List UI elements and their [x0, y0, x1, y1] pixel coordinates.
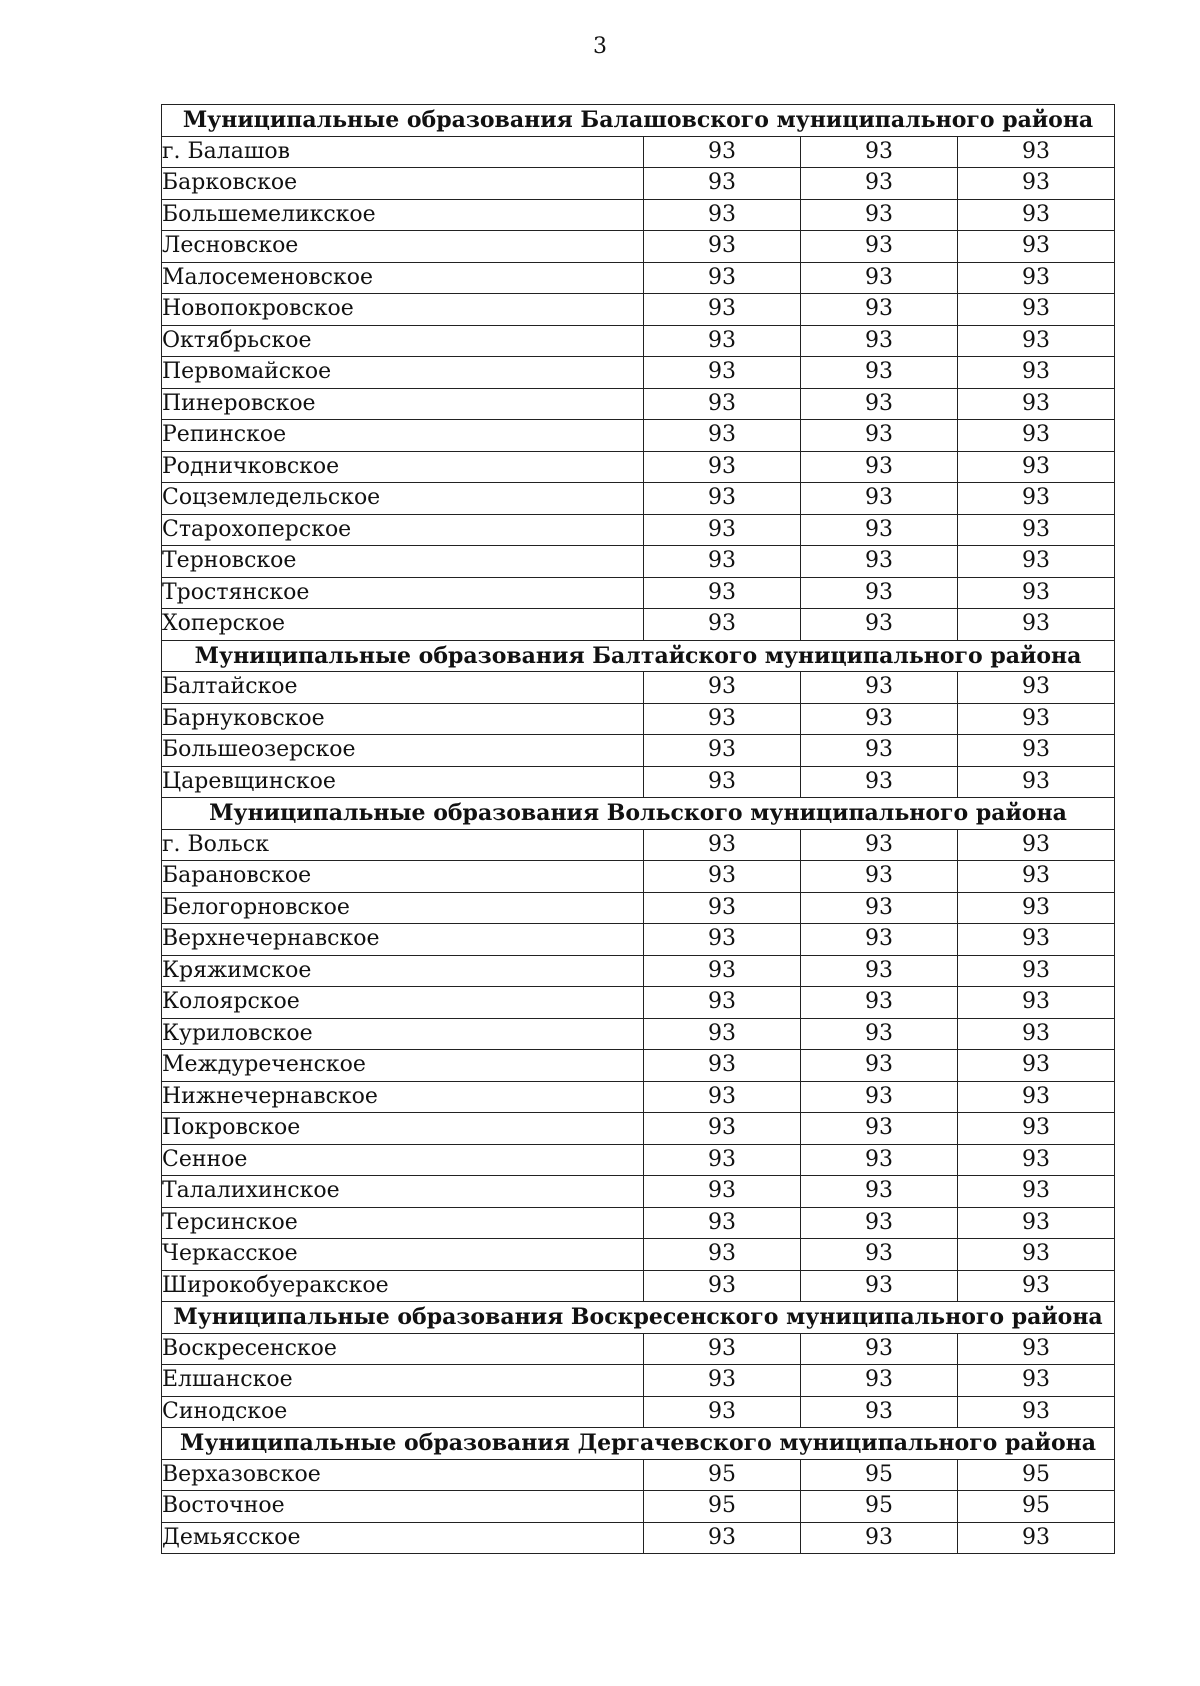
municipality-name: г. Балашов: [162, 136, 644, 168]
municipality-name: Царевщинское: [162, 766, 644, 798]
value-cell-1: 93: [644, 420, 801, 452]
value-cell-3: 93: [958, 735, 1115, 767]
value-cell-1: 93: [644, 136, 801, 168]
value-cell-1: 93: [644, 357, 801, 389]
value-cell-1: 93: [644, 1081, 801, 1113]
value-cell-2: 95: [801, 1459, 958, 1491]
table-row: [162, 1144, 1115, 1176]
section-title: Муниципальные образования Дергачевского муниципального района: [162, 1428, 1115, 1460]
value-cell-3: 93: [958, 451, 1115, 483]
value-cell-2: 93: [801, 388, 958, 420]
value-cell-2: 93: [801, 294, 958, 326]
value-cell-2: 93: [801, 168, 958, 200]
value-cell-1: 93: [644, 231, 801, 263]
value-cell-1: 93: [644, 892, 801, 924]
municipality-name: Восточное: [162, 1491, 644, 1523]
section-header-row: [162, 798, 1115, 830]
table-row: [162, 483, 1115, 515]
value-cell-3: 95: [958, 1491, 1115, 1523]
municipality-name: Терновское: [162, 546, 644, 578]
table-row: [162, 703, 1115, 735]
municipality-name: Нижнечернавское: [162, 1081, 644, 1113]
table-row: [162, 1459, 1115, 1491]
table-row: [162, 1522, 1115, 1554]
value-cell-2: 93: [801, 955, 958, 987]
value-cell-3: 93: [958, 861, 1115, 893]
value-cell-3: 93: [958, 1365, 1115, 1397]
value-cell-1: 93: [644, 514, 801, 546]
value-cell-2: 93: [801, 262, 958, 294]
municipality-name: Хоперское: [162, 609, 644, 641]
value-cell-3: 93: [958, 1207, 1115, 1239]
value-cell-1: 93: [644, 1113, 801, 1145]
value-cell-1: 93: [644, 325, 801, 357]
value-cell-2: 93: [801, 672, 958, 704]
value-cell-1: 93: [644, 294, 801, 326]
value-cell-1: 93: [644, 1239, 801, 1271]
table-row: [162, 1207, 1115, 1239]
value-cell-3: 93: [958, 483, 1115, 515]
section-header-row: [162, 1428, 1115, 1460]
value-cell-3: 93: [958, 1176, 1115, 1208]
table-row: [162, 1396, 1115, 1428]
value-cell-2: 93: [801, 1239, 958, 1271]
municipality-name: Терсинское: [162, 1207, 644, 1239]
value-cell-2: 93: [801, 1113, 958, 1145]
value-cell-2: 93: [801, 546, 958, 578]
value-cell-1: 93: [644, 168, 801, 200]
table-row: [162, 262, 1115, 294]
municipality-name: Синодское: [162, 1396, 644, 1428]
municipality-name: Октябрьское: [162, 325, 644, 357]
municipality-name: Колоярское: [162, 987, 644, 1019]
value-cell-2: 93: [801, 325, 958, 357]
value-cell-3: 93: [958, 924, 1115, 956]
section-title: Муниципальные образования Балтайского муниципального района: [162, 640, 1115, 672]
value-cell-1: 95: [644, 1491, 801, 1523]
value-cell-3: 93: [958, 1396, 1115, 1428]
value-cell-1: 93: [644, 199, 801, 231]
value-cell-2: 93: [801, 577, 958, 609]
value-cell-3: 93: [958, 672, 1115, 704]
value-cell-3: 93: [958, 199, 1115, 231]
table-row: [162, 1050, 1115, 1082]
value-cell-2: 95: [801, 1491, 958, 1523]
table-row: [162, 1491, 1115, 1523]
municipality-name: Пинеровское: [162, 388, 644, 420]
value-cell-1: 93: [644, 1365, 801, 1397]
table-row: [162, 136, 1115, 168]
table-row: [162, 1365, 1115, 1397]
table-row: [162, 987, 1115, 1019]
value-cell-2: 93: [801, 1018, 958, 1050]
table-row: [162, 1270, 1115, 1302]
value-cell-3: 93: [958, 514, 1115, 546]
section-title: Муниципальные образования Балашовского муниципального района: [162, 105, 1115, 137]
table-row: [162, 1018, 1115, 1050]
value-cell-2: 93: [801, 924, 958, 956]
value-cell-3: 93: [958, 955, 1115, 987]
value-cell-2: 93: [801, 861, 958, 893]
municipality-name: Белогорновское: [162, 892, 644, 924]
value-cell-3: 93: [958, 546, 1115, 578]
table-row: [162, 514, 1115, 546]
section-header-row: [162, 640, 1115, 672]
value-cell-1: 93: [644, 388, 801, 420]
value-cell-2: 93: [801, 735, 958, 767]
value-cell-1: 93: [644, 577, 801, 609]
municipality-name: Демьясское: [162, 1522, 644, 1554]
municipality-name: Талалихинское: [162, 1176, 644, 1208]
municipality-name: Барковское: [162, 168, 644, 200]
value-cell-2: 93: [801, 1522, 958, 1554]
municipality-name: г. Вольск: [162, 829, 644, 861]
value-cell-2: 93: [801, 483, 958, 515]
value-cell-3: 93: [958, 1144, 1115, 1176]
table-row: [162, 357, 1115, 389]
value-cell-1: 93: [644, 546, 801, 578]
table-row: [162, 577, 1115, 609]
municipality-name: Широкобуеракское: [162, 1270, 644, 1302]
value-cell-1: 95: [644, 1459, 801, 1491]
municipality-name: Лесновское: [162, 231, 644, 263]
value-cell-3: 93: [958, 325, 1115, 357]
municipality-name: Малосеменовское: [162, 262, 644, 294]
municipality-name: Родничковское: [162, 451, 644, 483]
value-cell-3: 93: [958, 388, 1115, 420]
value-cell-1: 93: [644, 483, 801, 515]
value-cell-2: 93: [801, 451, 958, 483]
value-cell-3: 93: [958, 231, 1115, 263]
table-row: [162, 829, 1115, 861]
municipality-name: Тростянское: [162, 577, 644, 609]
value-cell-1: 93: [644, 609, 801, 641]
value-cell-1: 93: [644, 1207, 801, 1239]
value-cell-3: 93: [958, 1522, 1115, 1554]
value-cell-1: 93: [644, 1050, 801, 1082]
table-row: [162, 231, 1115, 263]
municipality-name: Кряжимское: [162, 955, 644, 987]
value-cell-2: 93: [801, 1176, 958, 1208]
municipality-name: Новопокровское: [162, 294, 644, 326]
section-title: Муниципальные образования Воскресенского муниципального района: [162, 1302, 1115, 1334]
value-cell-2: 93: [801, 1207, 958, 1239]
value-cell-2: 93: [801, 987, 958, 1019]
table-body: [162, 105, 1115, 1554]
section-header-row: [162, 1302, 1115, 1334]
table-row: [162, 294, 1115, 326]
table-row: [162, 924, 1115, 956]
value-cell-1: 93: [644, 829, 801, 861]
value-cell-2: 93: [801, 703, 958, 735]
table-row: [162, 766, 1115, 798]
value-cell-2: 93: [801, 420, 958, 452]
value-cell-2: 93: [801, 1365, 958, 1397]
value-cell-3: 93: [958, 829, 1115, 861]
municipality-name: Покровское: [162, 1113, 644, 1145]
value-cell-1: 93: [644, 861, 801, 893]
value-cell-1: 93: [644, 766, 801, 798]
value-cell-2: 93: [801, 357, 958, 389]
municipality-name: Большемеликское: [162, 199, 644, 231]
municipality-name: Барановское: [162, 861, 644, 893]
value-cell-3: 93: [958, 609, 1115, 641]
value-cell-1: 93: [644, 1522, 801, 1554]
value-cell-3: 93: [958, 168, 1115, 200]
municipalities-table: [161, 104, 1115, 1554]
municipality-name: Балтайское: [162, 672, 644, 704]
municipality-name: Соцземледельское: [162, 483, 644, 515]
page-number: 3: [593, 34, 607, 59]
municipality-name: Куриловское: [162, 1018, 644, 1050]
value-cell-1: 93: [644, 1270, 801, 1302]
municipality-name: Черкасское: [162, 1239, 644, 1271]
table-row: [162, 325, 1115, 357]
table-row: [162, 546, 1115, 578]
table-row: [162, 168, 1115, 200]
value-cell-1: 93: [644, 1144, 801, 1176]
municipality-name: Междуреченское: [162, 1050, 644, 1082]
value-cell-2: 93: [801, 1144, 958, 1176]
value-cell-3: 93: [958, 1050, 1115, 1082]
value-cell-1: 93: [644, 1018, 801, 1050]
value-cell-3: 93: [958, 294, 1115, 326]
municipality-name: Первомайское: [162, 357, 644, 389]
municipality-name: Елшанское: [162, 1365, 644, 1397]
value-cell-3: 93: [958, 420, 1115, 452]
section-title: Муниципальные образования Вольского муниципального района: [162, 798, 1115, 830]
value-cell-3: 93: [958, 1018, 1115, 1050]
municipality-name: Барнуковское: [162, 703, 644, 735]
value-cell-3: 93: [958, 1333, 1115, 1365]
value-cell-1: 93: [644, 987, 801, 1019]
municipality-name: Сенное: [162, 1144, 644, 1176]
table-row: [162, 892, 1115, 924]
value-cell-1: 93: [644, 451, 801, 483]
table-row: [162, 1176, 1115, 1208]
table-row: [162, 1081, 1115, 1113]
value-cell-1: 93: [644, 703, 801, 735]
table-row: [162, 672, 1115, 704]
value-cell-2: 93: [801, 1333, 958, 1365]
value-cell-1: 93: [644, 735, 801, 767]
value-cell-3: 93: [958, 1270, 1115, 1302]
value-cell-2: 93: [801, 231, 958, 263]
value-cell-1: 93: [644, 262, 801, 294]
value-cell-1: 93: [644, 672, 801, 704]
value-cell-1: 93: [644, 1176, 801, 1208]
value-cell-3: 93: [958, 136, 1115, 168]
table-row: [162, 955, 1115, 987]
value-cell-2: 93: [801, 609, 958, 641]
table-row: [162, 451, 1115, 483]
value-cell-1: 93: [644, 924, 801, 956]
value-cell-2: 93: [801, 1396, 958, 1428]
value-cell-2: 93: [801, 514, 958, 546]
table-row: [162, 1239, 1115, 1271]
value-cell-2: 93: [801, 892, 958, 924]
value-cell-3: 95: [958, 1459, 1115, 1491]
municipality-name: Старохоперское: [162, 514, 644, 546]
table-row: [162, 420, 1115, 452]
table-row: [162, 388, 1115, 420]
table-row: [162, 609, 1115, 641]
value-cell-3: 93: [958, 1239, 1115, 1271]
value-cell-3: 93: [958, 1081, 1115, 1113]
municipality-name: Верхнечернавское: [162, 924, 644, 956]
table-row: [162, 199, 1115, 231]
value-cell-2: 93: [801, 1081, 958, 1113]
value-cell-2: 93: [801, 199, 958, 231]
table-row: [162, 735, 1115, 767]
municipality-name: Верхазовское: [162, 1459, 644, 1491]
value-cell-1: 93: [644, 1333, 801, 1365]
table-row: [162, 861, 1115, 893]
section-header-row: [162, 105, 1115, 137]
value-cell-3: 93: [958, 262, 1115, 294]
value-cell-3: 93: [958, 892, 1115, 924]
value-cell-1: 93: [644, 955, 801, 987]
value-cell-2: 93: [801, 1050, 958, 1082]
value-cell-3: 93: [958, 766, 1115, 798]
value-cell-2: 93: [801, 829, 958, 861]
table-row: [162, 1333, 1115, 1365]
value-cell-2: 93: [801, 1270, 958, 1302]
municipality-name: Репинское: [162, 420, 644, 452]
municipality-name: Воскресенское: [162, 1333, 644, 1365]
value-cell-2: 93: [801, 136, 958, 168]
table-row: [162, 1113, 1115, 1145]
municipality-name: Большеозерское: [162, 735, 644, 767]
value-cell-3: 93: [958, 703, 1115, 735]
value-cell-3: 93: [958, 357, 1115, 389]
value-cell-2: 93: [801, 766, 958, 798]
value-cell-3: 93: [958, 987, 1115, 1019]
value-cell-1: 93: [644, 1396, 801, 1428]
value-cell-3: 93: [958, 1113, 1115, 1145]
value-cell-3: 93: [958, 577, 1115, 609]
